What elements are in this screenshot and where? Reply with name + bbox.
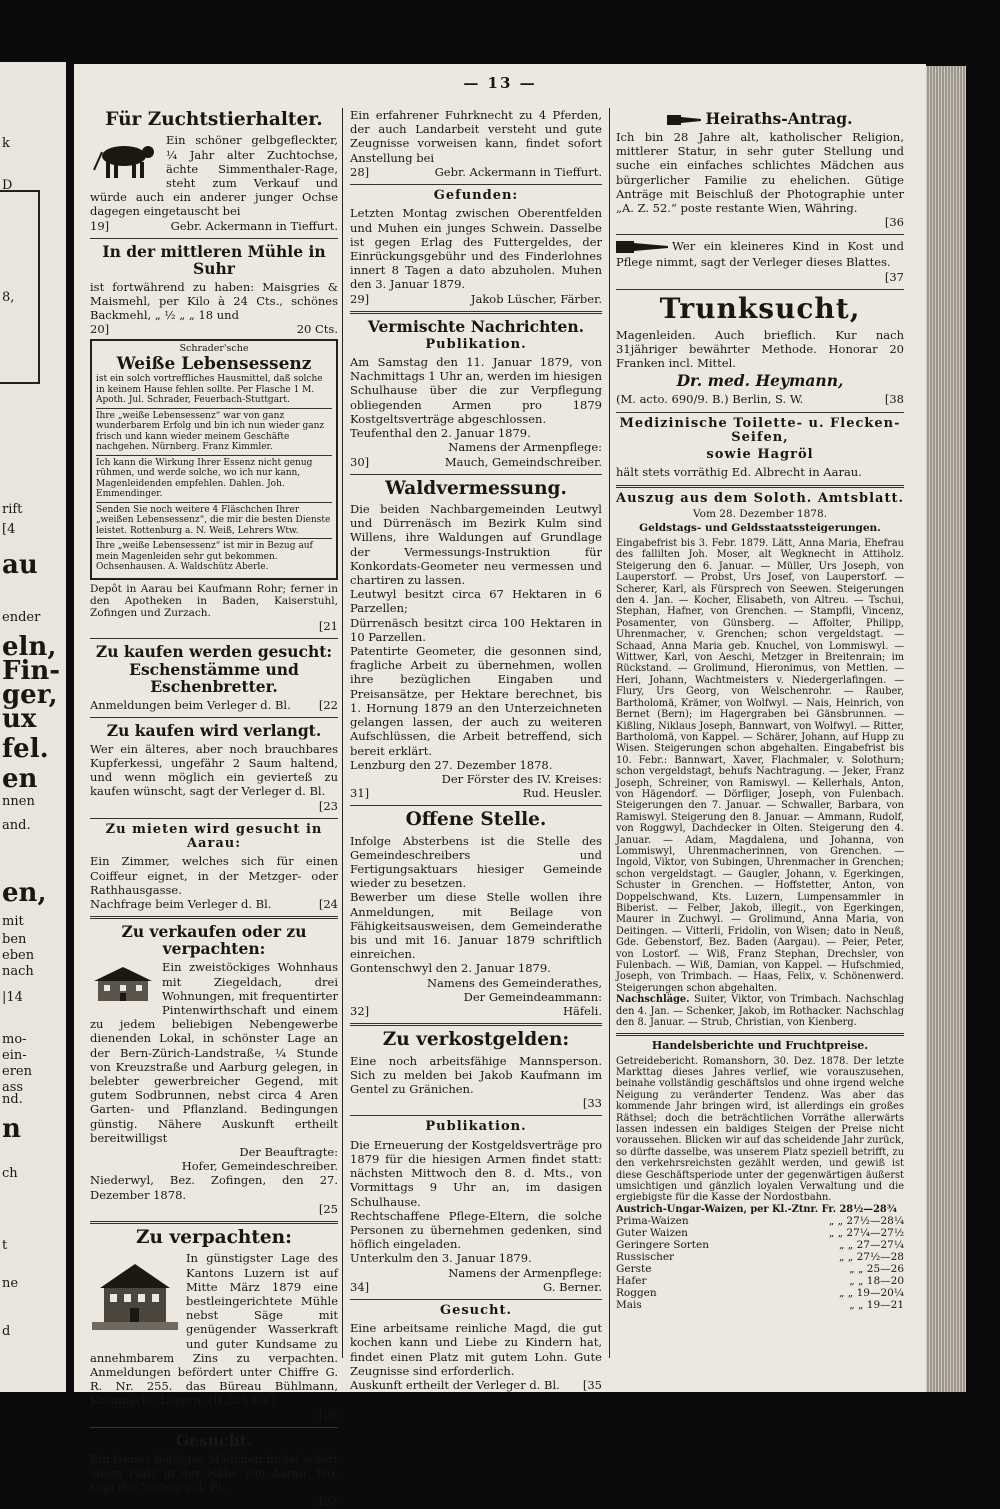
price-name: Gerste: [616, 1263, 652, 1276]
column-middle: [350, 108, 602, 1394]
section-text: Eingabefrist bis 3. Febr. 1879. Lätt, Anna Maria, Ehefrau des fallilten Joh. Moser, alt Wegknecht in Attiholz. Steigerung den 6. Januar. — Müller, Urs Joseph, von Lauperstorf. — Probst, Urs Josef, von Lauperstorf. — Scherer, Karl, als Fürsprech von Seewen. Steigerungen den 4. Jan. — Kocher, Elisabeth, von Altreu. — Tschui, Stephan, Hafner, von Grenchen. — Stampfli, Vincenz, Posamenter, von Günsberg. — Affolter, Philipp, Uhrenmacher, v. Grenchen; schon vergeldstagt. — Schaad, Anna Maria geb. Knuchel, von Lommiswyl. — Wittwer, Karl, von Aeschi, Metzger in Breitenrain; im Rückstand. — Grolimund, Hieronimus, von Mettlen. — Heri, Johann, Wachtmeisters v. Niedergerlafingen. — Flury, Urs Georg, von Welschenrohr. — Rauber, Bartholomä, Krämer, von Wolfwyl. — Nais, Heinrich, von Bernet (Bern); im Hagergraben bei Gänsbrunnen. — Kißling, Niklaus Joseph, Bannwart, von Wolfwyl. — Ritter, Bartholomä, von Kappel. — Schärer, Johann, auf Hupp zu Wisen. Steigerungen schon abgehalten. Eingabefrist bis 10. Febr.: Bannwart, Xaver, Flachmaler, v. Solothurn; schon vergeldstagt, behufs Nachtragung. — Jeker, Franz Joseph, Schreiner, von Ramiswyl. — Kellerhals, Anton, von Hägendorf. — Dörfliger, Joseph, von Fulenbach. Steigerungen den 7. Januar. — Schwaller, Barbara, von Ramiswyl. Steigerung den 8. Januar. — Ammann, Rudolf, von Roggwyl, Dachdecker in Olten. Steigerung den 4. Januar. — Adam, Magdalena, und Johanna, von Lommiswyl, Uhrenmacherinnen, von Grenchen. — Ingold, Viktor, von Subingen, Uhrenmacher in Grenchen; schon vergeldstagt. — Gaugler, Johann, v. Egerkingen, Schuster in Grenchen. — Hoffstetter, Anton, von Doppelschwand, Kts. Luzern, Lumpensammler in Biberist. — Felber, Jakob, illegit., von Egerkingen, Maurer in Zuchwyl. — Grolimund, Anna Maria, von Deitingen. — Vitterli, Fridolin, von Wisen; dato in Neuß, Gde. Gebenstorf, Bez. Baden (Aargau). — Peier, Peter, von Lostorf. — Wiß, Franz Stephan, Drechsler, von Fulenbach. — Wiß, Damian, von Kappel. — Hufschmied, Joseph, von Trimbach. — Haas, Felix, v. Schönenwerd. Steigerungen schon abgehalten.: [616, 538, 904, 994]
ad-signature: Namens der Armenpflege:: [448, 440, 602, 455]
ad-title: Zu verpachten:: [136, 1227, 292, 1249]
ad-title: Waldvermessung.: [385, 477, 567, 499]
ad-text: Ein zweistöckiges Wohnhaus mit Ziegeldach, drei Wohnungen, mit frequentirter Pintenwirthschaft und einem zu jedem beliebigen Nebengewerbe dienenden Lokal, in schönster Lage an der Bern-Zürich-Landstraße, ¼ Stunde von Kreuzstraße und Aarburg gelegen, in belebter gewerbreicher Gegend, mit gutem Sodbrunnen, nebst circa 4 Aren Garten- und Pflanzland. Bedingungen günstig. Nähere Auskunft ertheilt bereitwilligst: [90, 960, 338, 1145]
ad-signature: 20 Cts.: [296, 322, 338, 337]
ad-text: Depôt in Aarau bei Kaufmann Rohr; ferner in den Apotheken in Baden, Kaiserstuhl, Zofingen und Zurzach.: [90, 582, 338, 620]
price-value: „ „ 27½—28¼: [828, 1215, 904, 1228]
ad-title: Zu kaufen werden gesucht: Eschenstämme und Eschenbretter.: [95, 642, 333, 696]
ad-number: 19]: [90, 218, 110, 233]
price-name: Russischer: [616, 1251, 675, 1264]
ad-footer: [90, 897, 338, 911]
ad-number: 29]: [350, 291, 370, 306]
prev-page-text-fragment: ender: [2, 610, 41, 625]
ad-box-testimonial: Ihre „weiße Lebensessenz“ ist mir in Bezug auf mein Magenleiden sehr gut bekommen. Ochsenhausen. A. Waldschütz Aberle.: [96, 538, 332, 573]
mill-icon: [90, 1254, 180, 1334]
prev-page-text-fragment: d: [2, 1324, 11, 1339]
ad-text: Patentirte Geometer, die gesonnen sind, fragliche Arbeit zu übernehmen, wollen ihre bezüglichen Eingaben und Preisansätze, per Hektare berechnet, bis 1. Hornung 1879 an den Unterzeichneten gelangen lassen, der auch zu weiteren Aufschlüssen, die Arbeit betreffend, sich bereit erklärt.: [350, 644, 602, 758]
ad-number: [22: [318, 697, 338, 712]
ad-number: [36: [884, 215, 904, 230]
ad-footer: [350, 165, 602, 179]
section-text-body: Suiter, Viktor, von Trimbach. Nachschlag den 4. Jan. — Schenker, Jakob, im Rothacker. Nachschlag den 8. Januar. — Strub, Christian, von Kienberg.: [616, 994, 904, 1029]
prev-page-text-fragment: en: [2, 764, 38, 794]
ad-date: Unterkulm den 3. Januar 1879.: [350, 1251, 532, 1266]
price-value: „ „ 27¼—27½: [828, 1227, 904, 1240]
ad-text: Die Erneuerung der Kostgeldsverträge pro 1879 für die hiesigen Armen findet statt: nächsten Mittwoch den 8. d. Mts., von Vormittags 9 Uhr an, im dasigen Schulhause.: [350, 1137, 602, 1209]
prev-page-text-fragment: |14: [2, 990, 23, 1005]
prev-page-text-fragment: nnen: [2, 794, 35, 809]
ad-box-testimonial: Senden Sie noch weitere 4 Fläschchen Ihrer „weißen Lebensessenz“, die mir die besten Dienste leistet. Rottenburg a. N. Weiß, Lehrers Wtw.: [96, 502, 332, 537]
ad-number: [27: [318, 1494, 338, 1509]
ad-number: [25: [318, 1201, 338, 1216]
divider: [90, 717, 338, 718]
ad-text: Anmeldungen beim Verleger d. Bl.: [90, 697, 291, 712]
prev-page-text-fragment: ne: [2, 1276, 19, 1291]
divider: [616, 234, 904, 235]
section-subtitle: Nachschläge.: [616, 994, 690, 1006]
pointing-hand-icon: [616, 239, 668, 255]
ad-number: [38: [884, 392, 904, 407]
price-row: [616, 1251, 904, 1263]
price-value: „ „ 19—21: [849, 1299, 904, 1312]
divider: [90, 638, 338, 639]
ad-title: Für Zuchtstierhalter.: [105, 109, 323, 130]
price-row: [616, 1299, 904, 1311]
ad-title: Zu kaufen wird verlangt.: [106, 720, 322, 740]
ad-date: Lenzburg den 27. Dezember 1878.: [350, 757, 553, 772]
price-row: [616, 1263, 904, 1275]
divider: [350, 1299, 602, 1300]
pointing-hand-icon: [667, 113, 701, 127]
divider: [350, 184, 602, 185]
ad-number: 20]: [90, 322, 110, 337]
ad-text: Dürrenäsch besitzt circa 100 Hektaren in 10 Parzellen.: [350, 615, 602, 644]
previous-page-edge: [0, 62, 66, 1392]
ad-signature: Gebr. Ackermann in Tieffurt.: [170, 218, 338, 233]
ad-number: 30]: [350, 454, 370, 469]
ad-footer: [350, 786, 602, 800]
ox-icon: [90, 136, 160, 182]
ad-text: Eine arbeitsame reinliche Magd, die gut kochen kann und Liebe zu Kindern hat, findet einen Platz mit gutem Lohn. Gute Zeugnisse sind erforderlich.: [350, 1321, 602, 1378]
ad-title: Zu verkaufen oder zu verpachten:: [121, 922, 307, 959]
prev-page-text-fragment: rift: [2, 502, 23, 517]
ad-number: [35: [582, 1378, 602, 1393]
prev-page-text-fragment: fel.: [2, 734, 49, 764]
ad-date: Gontenschwyl den 2. Januar 1879.: [350, 961, 551, 976]
ad-text: Magenleiden. Auch brieflich. Kur nach 31jähriger bewährter Methode. Honorar 20 Franken incl. Mittel.: [616, 327, 904, 371]
price-row: [616, 1239, 904, 1251]
ad-text: Rechtschaffene Pflege-Eltern, die solche Personen zu übernehmen gedenken, sind höflich eingeladen.: [350, 1208, 602, 1252]
divider: [616, 412, 904, 413]
ad-box-title: Weiße Lebensessenz: [116, 354, 312, 375]
ad-signature: Rud. Heusler.: [522, 786, 602, 801]
divider: [350, 1023, 602, 1026]
price-value: „ „ 27½—28: [839, 1251, 904, 1264]
ad-title: Medizinische Toilette- u. Flecken-Seifen,: [619, 415, 901, 445]
ad-footer: [90, 219, 338, 233]
ad-number: 34]: [350, 1279, 370, 1294]
price-row: [616, 1227, 904, 1239]
prev-page-text-fragment: [4: [2, 522, 16, 537]
prev-page-text-fragment: en,: [2, 878, 47, 908]
ad-title: Offene Stelle.: [405, 809, 547, 831]
ad-name: Dr. med. Heymann,: [676, 371, 844, 391]
price-value: „ „ 19—20¼: [839, 1287, 904, 1300]
ad-text: Am Samstag den 11. Januar 1879, von Nachmittags 1 Uhr an, werden im hiesigen Schulhause über die zur Verpflegung obliegenden Armen pro 1879 Kostgeltsverträge abgeschlossen.: [350, 355, 602, 426]
ad-text-body: Wer ein kleineres Kind in Kost und Pflege nimmt, sagt der Verleger dieses Blattes.: [616, 239, 904, 270]
prev-page-text-fragment: eben: [2, 948, 35, 963]
ad-footer: [350, 1378, 602, 1392]
divider: [90, 916, 338, 919]
prev-page-text-fragment: 8,: [2, 290, 15, 305]
ad-signature: Häfeli.: [563, 1004, 602, 1019]
prev-page-text-fragment: ux: [2, 704, 37, 734]
ad-signature: G. Berner.: [543, 1279, 602, 1294]
ad-title: Publikation.: [425, 336, 527, 352]
price-row: [616, 1287, 904, 1299]
ad-number: 31]: [350, 786, 370, 801]
ad-title: Gesucht.: [439, 1302, 513, 1318]
divider: [616, 1033, 904, 1036]
ad-box-testimonial: Ihre „weiße Lebensessenz“ war von ganz wunderbarem Erfolg und bin ich nun wieder ganz frisch und kann wieder meinem Geschäfte nachgehen. Nürnberg. Franz Kimmler.: [96, 408, 332, 453]
price-value: „ „ 25—26: [849, 1263, 904, 1276]
price-table-header: Austrich-Ungar-Waizen, per Kl.-Ztnr. Fr. 28½—28¾: [616, 1203, 897, 1215]
ad-number: 32]: [350, 1004, 370, 1019]
ad-text: Ein erfahrener Fuhrknecht zu 4 Pferden, der auch Landarbeit versteht und gute Zeugnisse vorweisen kann, findet sofort Anstellung bei: [350, 108, 602, 165]
divider: [616, 485, 904, 488]
house-icon: [90, 963, 156, 1003]
section-date: Vom 28. Dezember 1878.: [693, 507, 827, 520]
ad-box-header: Schrader'sche: [179, 342, 249, 354]
price-value: „ „ 27—27¼: [839, 1239, 904, 1252]
price-value: „ „ 18—20: [849, 1275, 904, 1288]
divider: [350, 474, 602, 475]
ad-footer: [616, 392, 904, 406]
section-title: Handelsberichte und Fruchtpreise.: [651, 1039, 869, 1053]
page-edge: [926, 66, 966, 1392]
column-rule: [609, 108, 610, 1358]
ad-subtitle: sowie Hagröl: [706, 447, 814, 463]
prev-page-text-fragment: n: [2, 1114, 21, 1144]
divider: [90, 238, 338, 239]
ad-text: Leutwyl besitzt circa 67 Hektaren in 6 Parzellen;: [350, 587, 602, 616]
ad-signature: Jakob Lüscher, Färber.: [470, 291, 602, 306]
prev-page-text-fragment: nach: [2, 964, 34, 979]
ad-footer: [90, 322, 338, 336]
ad-title-text: Heiraths-Antrag.: [705, 109, 853, 128]
prev-page-text-fragment: ein-: [2, 1048, 27, 1063]
price-name: Hafer: [616, 1275, 647, 1288]
price-name: Guter Waizen: [616, 1227, 688, 1240]
column-right: [616, 108, 904, 1311]
price-name: Geringere Sorten: [616, 1239, 709, 1252]
ad-text: Ein Zimmer, welches sich für einen Coiffeur eignet, in der Metzger- oder Rathhausgasse.: [90, 854, 338, 897]
ad-number: [24: [318, 897, 338, 912]
ad-text: Bewerber um diese Stelle wollen ihre Anmeldungen, mit Beilage von Fähigkeitsausweisen, dem Gemeinderathe bis und mit 16. Januar 1879 schriftlich einreichen.: [350, 890, 602, 962]
ad-signature: Gebr. Ackermann in Tieffurt.: [434, 164, 602, 179]
divider: [90, 818, 338, 819]
ad-signature: Namens der Armenpflege:: [448, 1265, 602, 1280]
price-name: Roggen: [616, 1287, 657, 1300]
ad-address: (M. acto. 690/9. B.) Berlin, S. W.: [616, 392, 804, 407]
price-table: [616, 1215, 904, 1311]
prev-page-text-fragment: au: [2, 550, 38, 580]
prev-page-text-fragment: nd.: [2, 1092, 23, 1107]
ad-title: [616, 110, 904, 127]
ad-text: Ich bin 28 Jahre alt, katholischer Religion, mittlerer Statur, in sehr guter Stellung und suche ein einfaches schlichtes Mädchen aus bürgerlicher Familie zu ehelichen. Gütige Anträge mit Beischluß der Photographie unter „A. Z. 52.“ poste restante Wien, Währing.: [616, 130, 904, 216]
column-left: [90, 108, 338, 1509]
ad-text: Ein schöner gelbgefleckter, ¼ Jahr alter Zuchtochse, ächte Simmenthaler-Rage, steht zum Verkauf und würde auch ein anderer junger Ochse dagegen eingetauscht bei: [90, 133, 338, 219]
price-name: Prima-Waizen: [616, 1215, 689, 1228]
prev-page-text-fragment: D: [2, 178, 13, 193]
ad-text: Ein treues fleißiges Mädchen findet sofort einen Platz in der Nähe von Aarau. Wo, sagt der Verleger d. Bl.: [90, 1451, 338, 1495]
prev-page-text-fragment: ger,: [2, 680, 58, 710]
column-rule: [342, 108, 343, 1358]
ad-box-testimonial: Ich kann die Wirkung Ihrer Essenz nicht genug rühmen, und werde solche, wo ich nur kann, Magenleidenden empfehlen. Dahlen. Joh. Emmendinger.: [96, 455, 332, 500]
ad-text: Infolge Absterbens ist die Stelle des Gemeindeschreibers und Fertigungsaktuars hiesiger Gemeinde wieder zu besetzen.: [350, 833, 602, 891]
section-text: Getreidebericht. Romanshorn, 30. Dez. 1878. Der letzte Markttag dieses Jahres verlief, wie vorauszusehen, beinahe vollständig geschäftslos und ohne irgend welche Neigung zu veränderter Tendenz. Was aber das kommende Jahr bringen wird, ist allerdings ein großes Räthsel; doch die beträchtlichen Vorräthe allerwärts lassen indessen ein baldiges Steigen der Preise nicht voraussehen. Blicken wir auf das scheidende Jahr zurück, so dürfte dasselbe, was unserem Platz speziell betrifft, zu den verkehrsreichsten gezählt werden, und gewiß ist diese Geschäftsperiode unter der gegenwärtigen äußerst umsichtigen und gänzlich loyalen Verwaltung und die ergiebigste für die Kasse der Nordostbahn.: [616, 1055, 904, 1204]
ad-number: [37: [884, 269, 904, 284]
section-title: Auszug aus dem Soloth. Amtsblatt.: [616, 490, 904, 506]
ad-footer: [350, 455, 602, 469]
prev-page-text-fragment: eln,: [2, 632, 57, 662]
ad-number: 28]: [350, 164, 370, 179]
ad-text: hält stets vorräthig Ed. Albrecht in Aarau.: [616, 465, 862, 480]
prev-page-text-fragment: ben: [2, 932, 27, 947]
prev-page-text-fragment: eren: [2, 1064, 32, 1079]
ad-signature: Der Förster des IV. Kreises:: [441, 771, 602, 786]
ad-signature: Namens des Gemeinderathes,: [426, 975, 602, 990]
ad-footer: [350, 1280, 602, 1294]
newspaper-page: [74, 64, 926, 1509]
ad-signature: Hofer, Gemeindeschreiber.: [181, 1159, 338, 1174]
ad-date: Niederwyl, Bez. Zofingen, den 27. Dezember 1878.: [90, 1173, 338, 1202]
prev-page-text-fragment: and.: [2, 818, 31, 833]
ad-box-subtitle: ist ein solch vortreffliches Hausmittel, daß solche in keinem Hause fehlen sollte. Per Flasche 1 M. Apoth. Jul. Schrader, Feuerbach-Stuttgart.: [96, 374, 323, 406]
divider: [90, 1221, 338, 1224]
prev-page-text-fragment: t: [2, 1238, 8, 1253]
prev-page-text-fragment: mo-: [2, 1032, 27, 1047]
ad-title: Gesucht.: [175, 1430, 253, 1450]
ad-text: [616, 239, 904, 269]
ad-number: [21: [318, 619, 338, 634]
prev-page-box: [0, 190, 40, 384]
divider: [350, 311, 602, 314]
ad-title: Zu mieten wird gesucht in Aarau:: [105, 821, 323, 852]
ad-title: Gefunden:: [433, 188, 519, 204]
ad-text: ist fortwährend zu haben: Maisgries & Maismehl, per Kilo à 24 Cts., schönes Backmehl, „ ½ „ „ 18 und: [90, 279, 338, 323]
section-title: Vermischte Nachrichten.: [367, 316, 585, 336]
ad-title: Publikation.: [425, 1119, 527, 1135]
ad-number: [26: [318, 1407, 338, 1422]
ad-text: Letzten Montag zwischen Oberentfelden und Muhen ein junges Schwein. Dasselbe ist gegen Erlag des Futtergeldes, der Einrückungsgebühr und des Finderlohnes innert 8 Tagen a dato abzuholen. Muhen den 3. Januar 1879.: [350, 206, 602, 292]
ad-footer: [350, 1004, 602, 1018]
ad-title: Trunksucht,: [659, 291, 861, 325]
ad-number: [23: [318, 798, 338, 813]
ad-title: In der mittleren Mühle in Suhr: [102, 241, 326, 278]
section-text: [616, 994, 904, 1028]
prev-page-text-fragment: k: [2, 136, 10, 151]
price-row: [616, 1275, 904, 1287]
prev-page-text-fragment: ch: [2, 1166, 18, 1181]
prev-page-text-fragment: mit: [2, 914, 24, 929]
ad-text: Eine noch arbeitsfähige Mannsperson. Sich zu melden bei Jakob Kaufmann im Gentel zu Gränichen.: [350, 1053, 602, 1097]
ad-footer: [90, 698, 338, 712]
ad-text: In günstigster Lage des Kantons Luzern ist auf Mitte März 1879 eine bestleingerichtete Mühle nebst Säge mit genügender Wasserkraft und guter Kundsame zu annehmbarem Zins zu verpachten. Anmeldungen befördert unter Chiffre G. R. Nr. 255. das Büreau Bühlmann, Kornmarkt, Luzern. (H.255.Lu.): [90, 1251, 338, 1408]
section-subtitle: Geldstags- und Geldsstaatssteigerungen.: [639, 522, 881, 535]
price-row: [616, 1215, 904, 1227]
ad-signature: Mauch, Gemeindschreiber.: [444, 454, 602, 469]
ad-footer: [350, 292, 602, 306]
lebensessenz-ad-box: [90, 339, 338, 580]
ad-date: Teufenthal den 2. Januar 1879.: [350, 426, 531, 441]
ad-text: Wer ein älteres, aber noch brauchbares Kupferkessi, ungefähr 2 Saum haltend, und wenn möglich ein gevierteß zu kaufen wünscht, sagt der Verleger d. Bl.: [90, 741, 338, 799]
page-number: — 13 —: [463, 74, 537, 92]
divider: [350, 1115, 602, 1116]
ad-number: [33: [582, 1096, 602, 1111]
ad-signature: Der Beauftragte:: [239, 1145, 338, 1160]
ad-signature: Auskunft ertheilt der Verleger d. Bl.: [350, 1378, 560, 1393]
divider: [90, 1427, 338, 1428]
ad-signature: Der Gemeindeammann:: [463, 989, 602, 1004]
ad-title: Zu verkostgelden:: [382, 1029, 570, 1051]
divider: [350, 805, 602, 806]
prev-page-text-fragment: ass: [2, 1080, 24, 1095]
divider: [616, 289, 904, 290]
ad-text: Die beiden Nachbargemeinden Leutwyl und Dürrenäsch im Bezirk Kulm sind Willens, ihre Waldungen auf Grundlage der Vermessungs-Instruktion für Konkordats-Geometer neu vermessen und chartiren zu lassen.: [350, 502, 602, 588]
ad-signature: Nachfrage beim Verleger d. Bl.: [90, 897, 272, 912]
prev-page-text-fragment: Fin-: [2, 656, 61, 686]
price-name: Mais: [616, 1299, 642, 1312]
